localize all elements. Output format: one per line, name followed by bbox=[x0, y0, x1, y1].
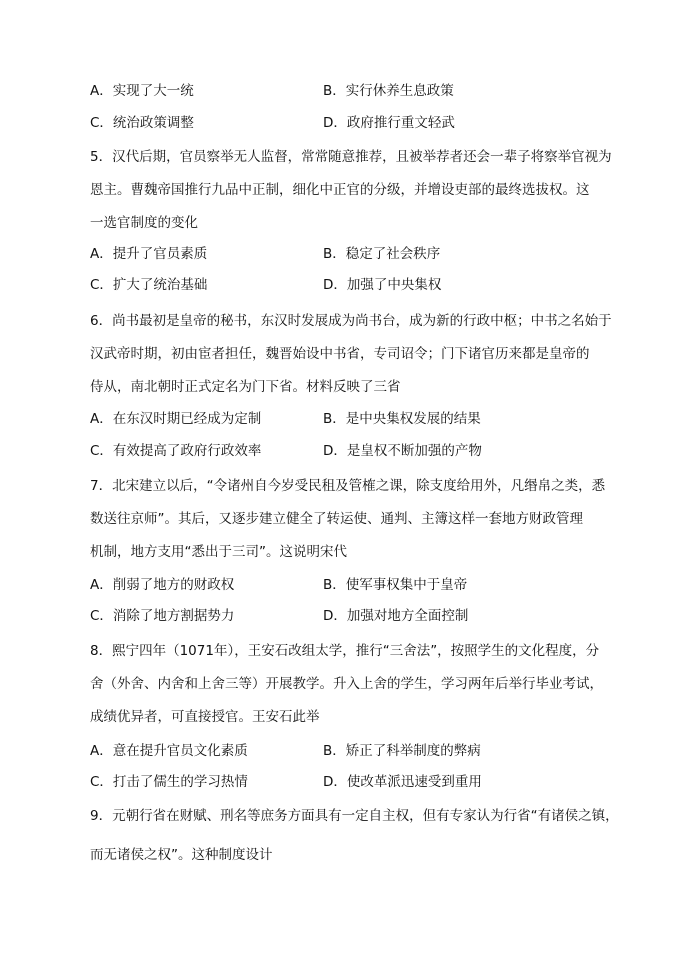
q8-option-c[interactable]: C．打击了儒生的学习热情 bbox=[90, 774, 248, 790]
q7-options-row-1 bbox=[90, 575, 630, 595]
q6-stem-line-1: 6．尚书最初是皇帝的秘书，东汉时发展成为尚书台，成为新的行政中枢；中书之名始于 bbox=[90, 313, 612, 329]
q4-options-row-2 bbox=[90, 113, 630, 133]
q5-options-row-1 bbox=[90, 244, 630, 264]
q8-stem-line-3: 成绩优异者，可直接授官。王安石此举 bbox=[90, 709, 320, 725]
q5-option-b[interactable]: B．稳定了社会秩序 bbox=[323, 246, 441, 262]
q8-stem-line-2: 舍（外舍、内舍和上舍三等）开展教学。升入上舍的学生，学习两年后举行毕业考试， bbox=[90, 676, 603, 692]
q6-option-b[interactable]: B．是中央集权发展的结果 bbox=[323, 411, 481, 427]
q6-stem-line-3: 侍从，南北朝时正式定名为门下省。材料反映了三省 bbox=[90, 379, 401, 395]
q7-options-row-2 bbox=[90, 606, 630, 626]
q4-option-c[interactable]: C．统治政策调整 bbox=[90, 115, 194, 131]
q7-option-d[interactable]: D．加强对地方全面控制 bbox=[323, 608, 469, 624]
q4-option-a[interactable]: A．实现了大一统 bbox=[90, 83, 194, 99]
q8-option-b[interactable]: B．矫正了科举制度的弊病 bbox=[323, 743, 481, 759]
q6-option-a[interactable]: A．在东汉时期已经成为定制 bbox=[90, 411, 262, 427]
q9-stem-line-1: 9．元朝行省在财赋、刑名等庶务方面具有一定自主权，但有专家认为行省“有诸侯之镇， bbox=[90, 808, 619, 824]
q7-option-b[interactable]: B．使军事权集中于皇帝 bbox=[323, 577, 468, 593]
q5-stem-line-3: 一选官制度的变化 bbox=[90, 215, 198, 231]
q5-stem-line-2: 恩主。曹魏帝国推行九品中正制，细化中正官的分级，并增设吏部的最终选拔权。这 bbox=[90, 182, 590, 198]
q4-option-b[interactable]: B．实行休养生息政策 bbox=[323, 83, 454, 99]
q6-options-row-1 bbox=[90, 409, 630, 429]
q5-option-c[interactable]: C．扩大了统治基础 bbox=[90, 277, 208, 293]
q7-option-a[interactable]: A．削弱了地方的财政权 bbox=[90, 577, 235, 593]
q8-options-row-2 bbox=[90, 772, 630, 792]
q8-stem-line-1: 8．熙宁四年（1071年），王安石改组太学，推行“三舍法”，按照学生的文化程度，分 bbox=[90, 643, 600, 659]
q5-option-d[interactable]: D．加强了中央集权 bbox=[323, 277, 442, 293]
q9-stem-line-2: 而无诸侯之权”。这种制度设计 bbox=[90, 847, 273, 863]
q8-options-row-1 bbox=[90, 741, 630, 761]
q8-option-d[interactable]: D．使改革派迅速受到重用 bbox=[323, 774, 482, 790]
q6-stem-line-2: 汉武帝时期，初由宦者担任，魏晋始设中书省，专司诏令；门下诸官历来都是皇帝的 bbox=[90, 346, 590, 362]
q6-option-d[interactable]: D．是皇权不断加强的产物 bbox=[323, 443, 482, 459]
q5-stem-line-1: 5．汉代后期，官员察举无人监督，常常随意推荐，且被举荐者还会一辈子将察举官视为 bbox=[90, 149, 612, 165]
q6-options-row-2 bbox=[90, 441, 630, 461]
q7-stem-line-2: 数送往京师”。其后，又逐步建立健全了转运使、通判、主簿这样一套地方财政管理 bbox=[90, 511, 583, 527]
q7-option-c[interactable]: C．消除了地方割据势力 bbox=[90, 608, 235, 624]
q5-options-row-2 bbox=[90, 275, 630, 295]
q8-option-a[interactable]: A．意在提升官员文化素质 bbox=[90, 743, 248, 759]
q5-option-a[interactable]: A．提升了官员素质 bbox=[90, 246, 208, 262]
q7-stem-line-3: 机制，地方支用“悉出于三司”。这说明宋代 bbox=[90, 544, 347, 560]
q7-stem-line-1: 7．北宋建立以后，“令诸州自今岁受民租及管榷之课，除支度给用外，凡缗帛之类，悉 bbox=[90, 478, 606, 494]
q4-options-row-1 bbox=[90, 81, 630, 101]
q6-option-c[interactable]: C．有效提高了政府行政效率 bbox=[90, 443, 262, 459]
q4-option-d[interactable]: D．政府推行重文轻武 bbox=[323, 115, 455, 131]
